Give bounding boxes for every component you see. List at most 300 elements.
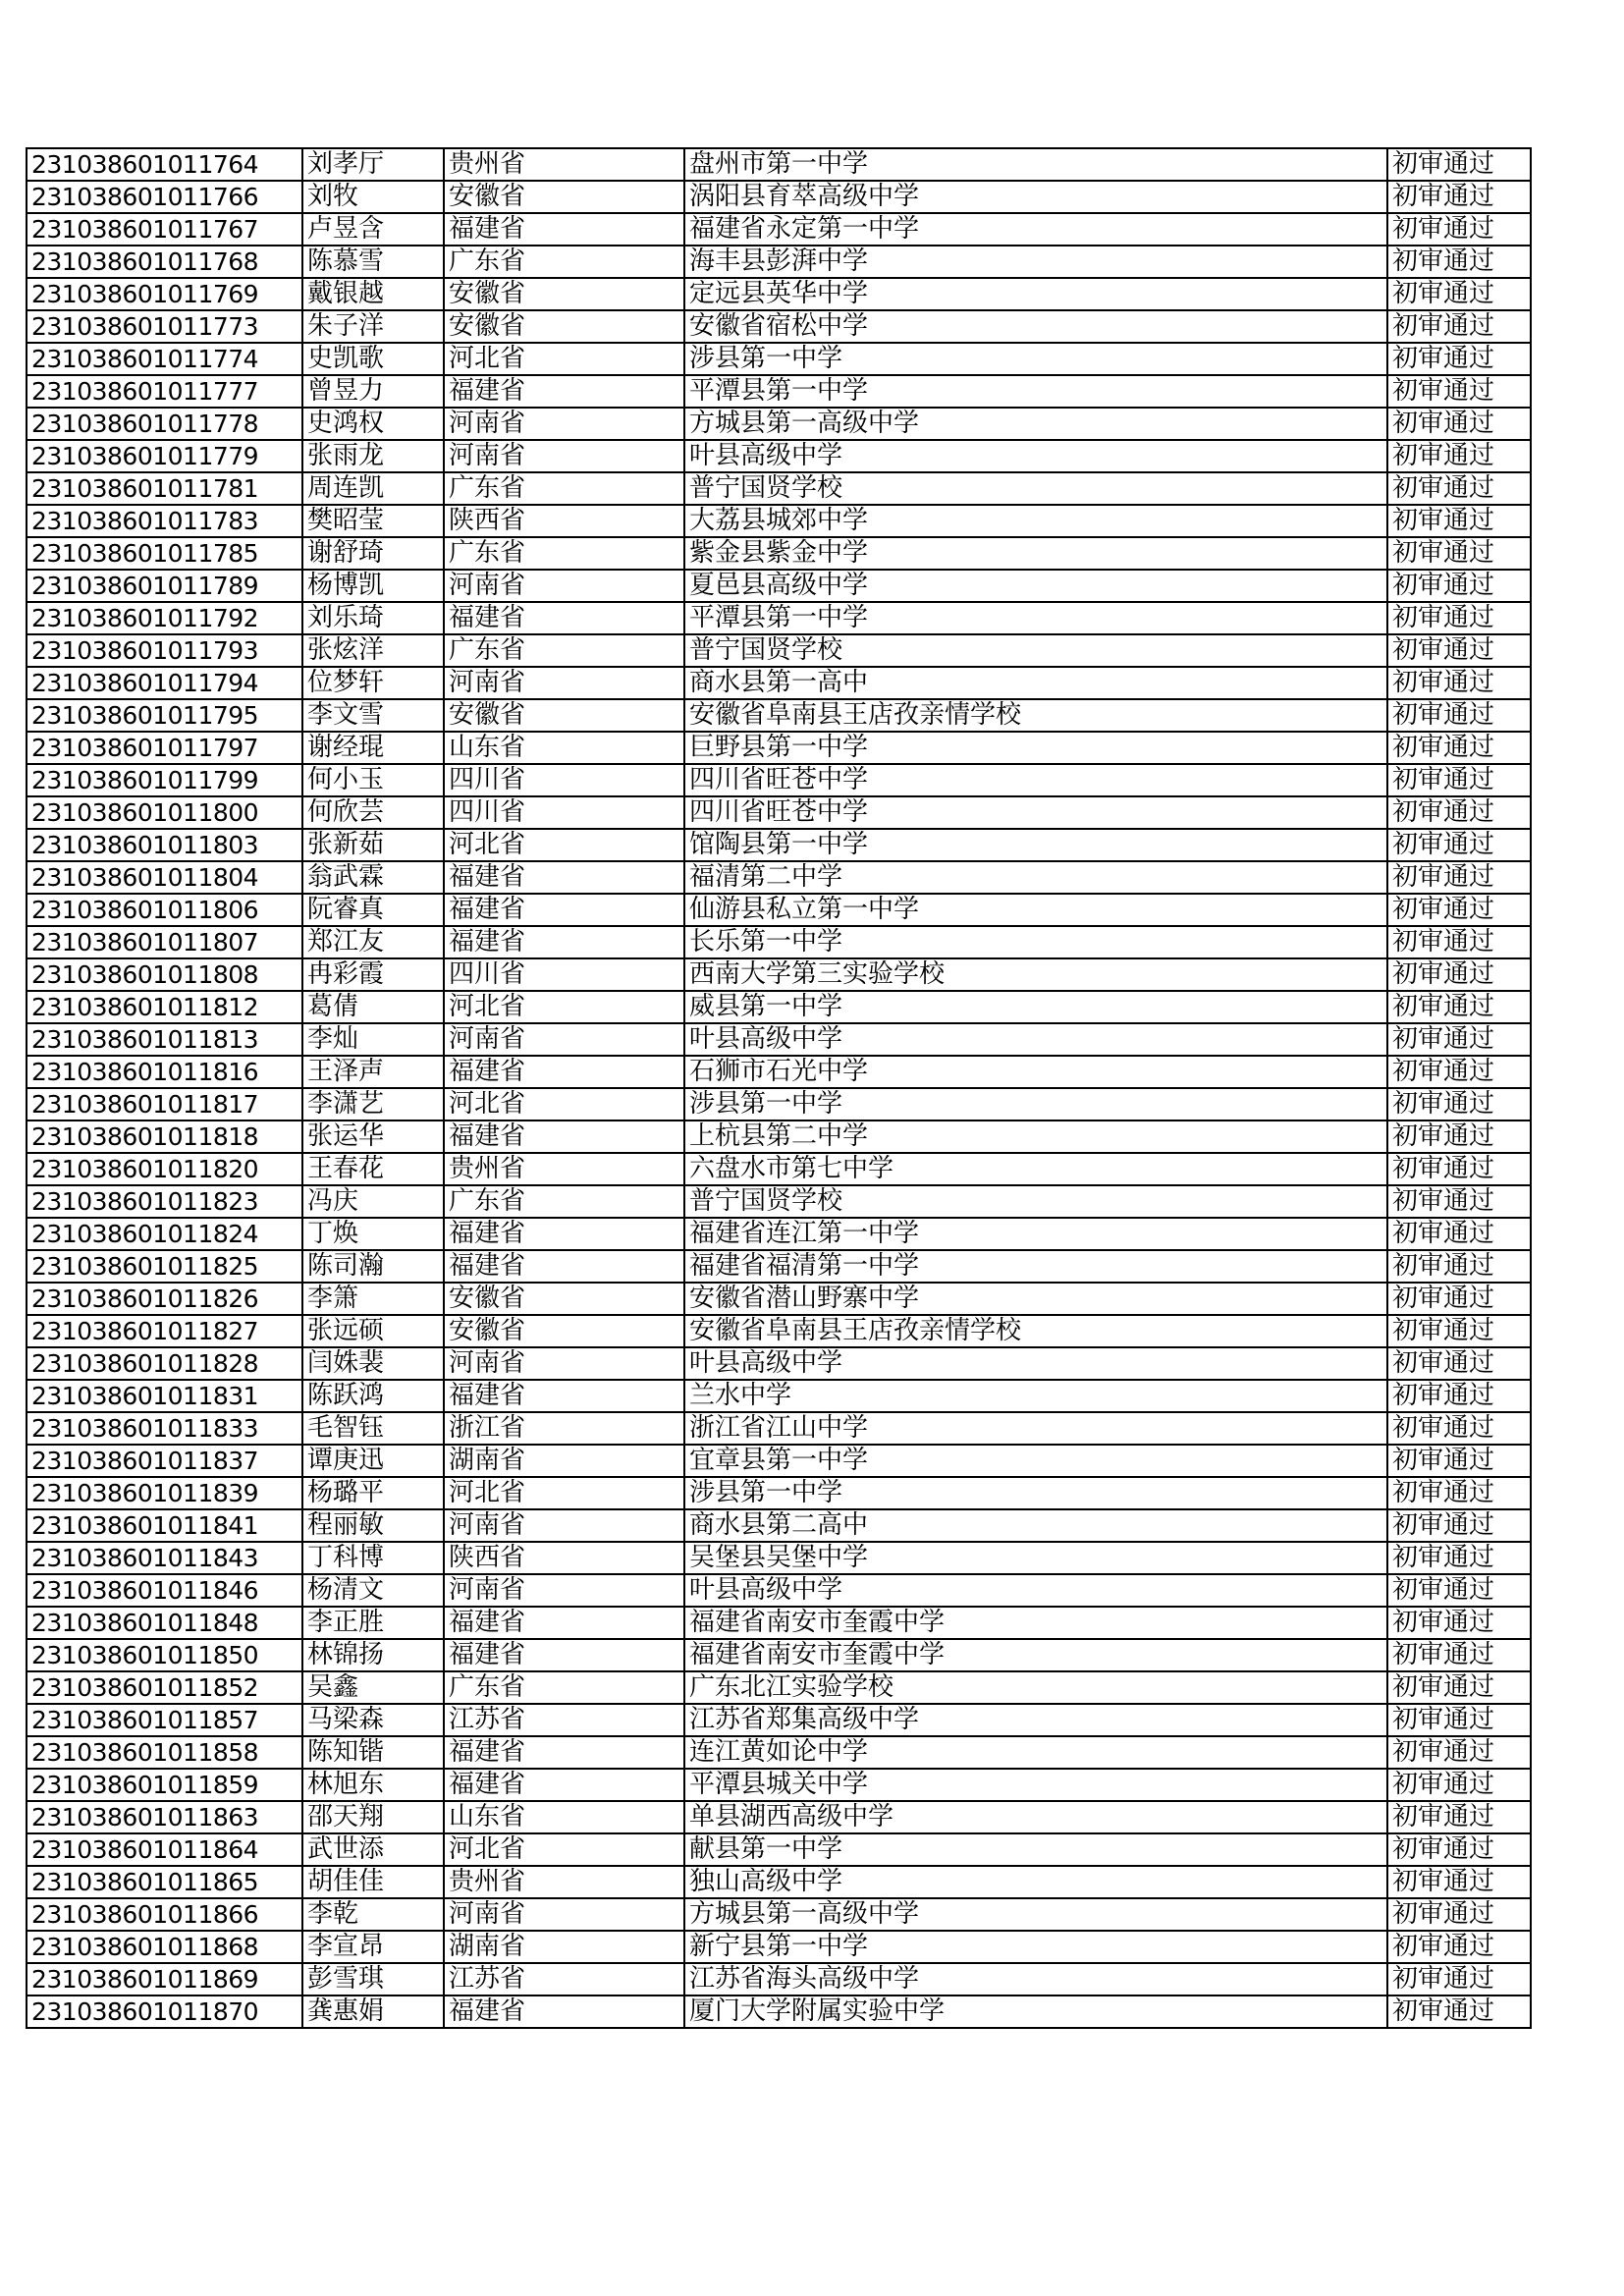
province-cell: 广东省	[444, 634, 684, 667]
province-cell: 安徽省	[444, 310, 684, 343]
school-cell: 新宁县第一中学	[684, 1931, 1387, 1963]
table-row	[27, 1121, 1531, 1153]
applicant-id-cell: 231038601011768	[27, 246, 302, 278]
applicant-name-cell: 杨璐平	[302, 1477, 444, 1509]
status-cell: 初审通过	[1387, 1380, 1531, 1412]
province-cell: 福建省	[444, 861, 684, 894]
table-row	[27, 1769, 1531, 1801]
status-cell: 初审通过	[1387, 1931, 1531, 1963]
applicant-id-cell: 231038601011803	[27, 829, 302, 861]
applicant-name-cell: 刘牧	[302, 181, 444, 213]
table-row	[27, 1801, 1531, 1833]
table-row	[27, 310, 1531, 343]
status-cell: 初审通过	[1387, 440, 1531, 472]
province-cell: 江苏省	[444, 1963, 684, 1995]
province-cell: 河北省	[444, 1088, 684, 1121]
status-cell: 初审通过	[1387, 958, 1531, 991]
applicant-name-cell: 李潇艺	[302, 1088, 444, 1121]
status-cell: 初审通过	[1387, 472, 1531, 505]
status-cell: 初审通过	[1387, 181, 1531, 213]
status-cell: 初审通过	[1387, 343, 1531, 375]
table-row	[27, 1088, 1531, 1121]
province-cell: 河北省	[444, 991, 684, 1023]
applicant-name-cell: 戴银越	[302, 278, 444, 310]
applicant-name-cell: 张新茹	[302, 829, 444, 861]
school-cell: 四川省旺苍中学	[684, 764, 1387, 796]
table-row	[27, 246, 1531, 278]
applicant-name-cell: 吴鑫	[302, 1671, 444, 1704]
school-cell: 吴堡县吴堡中学	[684, 1542, 1387, 1574]
status-cell: 初审通过	[1387, 1995, 1531, 2028]
applicant-name-cell: 林锦扬	[302, 1639, 444, 1671]
status-cell: 初审通过	[1387, 1704, 1531, 1736]
province-cell: 河南省	[444, 440, 684, 472]
province-cell: 广东省	[444, 472, 684, 505]
applicant-id-cell: 231038601011825	[27, 1250, 302, 1283]
school-cell: 献县第一中学	[684, 1833, 1387, 1866]
applicant-name-cell: 李灿	[302, 1023, 444, 1056]
applicant-id-cell: 231038601011868	[27, 1931, 302, 1963]
status-cell: 初审通过	[1387, 764, 1531, 796]
applicant-id-cell: 231038601011865	[27, 1866, 302, 1898]
school-cell: 福建省永定第一中学	[684, 213, 1387, 246]
province-cell: 山东省	[444, 732, 684, 764]
school-cell: 叶县高级中学	[684, 1023, 1387, 1056]
status-cell: 初审通过	[1387, 634, 1531, 667]
school-cell: 叶县高级中学	[684, 1347, 1387, 1380]
table-row	[27, 1250, 1531, 1283]
applicant-name-cell: 李文雪	[302, 699, 444, 732]
applicant-name-cell: 李正胜	[302, 1607, 444, 1639]
applicant-id-cell: 231038601011764	[27, 148, 302, 181]
province-cell: 山东省	[444, 1801, 684, 1833]
applicant-name-cell: 郑江友	[302, 926, 444, 958]
applicant-name-cell: 张远硕	[302, 1315, 444, 1347]
status-cell: 初审通过	[1387, 829, 1531, 861]
table-row	[27, 1963, 1531, 1995]
school-cell: 福建省福清第一中学	[684, 1250, 1387, 1283]
status-cell: 初审通过	[1387, 1898, 1531, 1931]
table-row	[27, 1283, 1531, 1315]
school-cell: 涉县第一中学	[684, 1088, 1387, 1121]
school-cell: 大荔县城郊中学	[684, 505, 1387, 537]
status-cell: 初审通过	[1387, 1671, 1531, 1704]
province-cell: 福建省	[444, 1995, 684, 2028]
table-row	[27, 148, 1531, 181]
status-cell: 初审通过	[1387, 1185, 1531, 1218]
province-cell: 河南省	[444, 570, 684, 602]
table-row	[27, 894, 1531, 926]
table-row	[27, 1866, 1531, 1898]
applicant-id-cell: 231038601011792	[27, 602, 302, 634]
applicant-id-cell: 231038601011826	[27, 1283, 302, 1315]
status-cell: 初审通过	[1387, 213, 1531, 246]
table-row	[27, 1023, 1531, 1056]
applicant-id-cell: 231038601011789	[27, 570, 302, 602]
applicant-id-cell: 231038601011817	[27, 1088, 302, 1121]
status-cell: 初审通过	[1387, 1315, 1531, 1347]
applicant-id-cell: 231038601011806	[27, 894, 302, 926]
table-row	[27, 1542, 1531, 1574]
applicant-id-cell: 231038601011812	[27, 991, 302, 1023]
applicant-id-cell: 231038601011783	[27, 505, 302, 537]
province-cell: 福建省	[444, 1380, 684, 1412]
table-row	[27, 1218, 1531, 1250]
province-cell: 河北省	[444, 1477, 684, 1509]
applicant-id-cell: 231038601011827	[27, 1315, 302, 1347]
applicant-id-cell: 231038601011793	[27, 634, 302, 667]
table-row	[27, 1736, 1531, 1769]
applicant-id-cell: 231038601011866	[27, 1898, 302, 1931]
applicant-id-cell: 231038601011773	[27, 310, 302, 343]
applicant-name-cell: 何小玉	[302, 764, 444, 796]
school-cell: 平潭县城关中学	[684, 1769, 1387, 1801]
province-cell: 广东省	[444, 1671, 684, 1704]
school-cell: 四川省旺苍中学	[684, 796, 1387, 829]
school-cell: 安徽省潜山野寨中学	[684, 1283, 1387, 1315]
school-cell: 馆陶县第一中学	[684, 829, 1387, 861]
status-cell: 初审通过	[1387, 1477, 1531, 1509]
applicant-id-cell: 231038601011850	[27, 1639, 302, 1671]
province-cell: 江苏省	[444, 1704, 684, 1736]
applicant-name-cell: 丁科博	[302, 1542, 444, 1574]
applicant-name-cell: 杨博凯	[302, 570, 444, 602]
province-cell: 河南省	[444, 667, 684, 699]
applicant-name-cell: 张炫洋	[302, 634, 444, 667]
province-cell: 福建省	[444, 926, 684, 958]
school-cell: 平潭县第一中学	[684, 602, 1387, 634]
applicant-id-cell: 231038601011852	[27, 1671, 302, 1704]
table-row	[27, 278, 1531, 310]
province-cell: 广东省	[444, 1185, 684, 1218]
school-cell: 普宁国贤学校	[684, 1185, 1387, 1218]
province-cell: 广东省	[444, 537, 684, 570]
school-cell: 定远县英华中学	[684, 278, 1387, 310]
table-row	[27, 1639, 1531, 1671]
applicant-id-cell: 231038601011794	[27, 667, 302, 699]
school-cell: 广东北江实验学校	[684, 1671, 1387, 1704]
applicant-id-cell: 231038601011841	[27, 1509, 302, 1542]
province-cell: 福建省	[444, 1736, 684, 1769]
applicant-id-cell: 231038601011843	[27, 1542, 302, 1574]
school-cell: 夏邑县高级中学	[684, 570, 1387, 602]
status-cell: 初审通过	[1387, 1574, 1531, 1607]
school-cell: 福建省连江第一中学	[684, 1218, 1387, 1250]
status-cell: 初审通过	[1387, 1736, 1531, 1769]
status-cell: 初审通过	[1387, 570, 1531, 602]
province-cell: 福建省	[444, 1607, 684, 1639]
applicant-name-cell: 陈慕雪	[302, 246, 444, 278]
status-cell: 初审通过	[1387, 699, 1531, 732]
table-row	[27, 213, 1531, 246]
province-cell: 贵州省	[444, 1153, 684, 1185]
school-cell: 厦门大学附属实验中学	[684, 1995, 1387, 2028]
applicant-name-cell: 樊昭莹	[302, 505, 444, 537]
applicant-id-cell: 231038601011778	[27, 408, 302, 440]
table-row	[27, 1931, 1531, 1963]
applicant-name-cell: 史鸿权	[302, 408, 444, 440]
table-row	[27, 764, 1531, 796]
applicant-name-cell: 刘乐琦	[302, 602, 444, 634]
table-row	[27, 537, 1531, 570]
applicant-id-cell: 231038601011863	[27, 1801, 302, 1833]
applicant-id-cell: 231038601011800	[27, 796, 302, 829]
province-cell: 河北省	[444, 1833, 684, 1866]
province-cell: 福建省	[444, 1218, 684, 1250]
table-row	[27, 1315, 1531, 1347]
applicant-name-cell: 杨清文	[302, 1574, 444, 1607]
applicant-name-cell: 谭庚迅	[302, 1445, 444, 1477]
school-cell: 福建省南安市奎霞中学	[684, 1639, 1387, 1671]
province-cell: 河南省	[444, 1574, 684, 1607]
school-cell: 福建省南安市奎霞中学	[684, 1607, 1387, 1639]
table-row	[27, 1607, 1531, 1639]
status-cell: 初审通过	[1387, 1283, 1531, 1315]
table-row	[27, 991, 1531, 1023]
province-cell: 福建省	[444, 1121, 684, 1153]
applicant-table	[26, 147, 1532, 2029]
applicant-id-cell: 231038601011859	[27, 1769, 302, 1801]
table-row	[27, 602, 1531, 634]
applicant-id-cell: 231038601011799	[27, 764, 302, 796]
school-cell: 海丰县彭湃中学	[684, 246, 1387, 278]
table-row	[27, 796, 1531, 829]
school-cell: 单县湖西高级中学	[684, 1801, 1387, 1833]
school-cell: 叶县高级中学	[684, 440, 1387, 472]
province-cell: 四川省	[444, 958, 684, 991]
school-cell: 兰水中学	[684, 1380, 1387, 1412]
school-cell: 西南大学第三实验学校	[684, 958, 1387, 991]
table-row	[27, 1477, 1531, 1509]
table-row	[27, 958, 1531, 991]
applicant-name-cell: 陈跃鸿	[302, 1380, 444, 1412]
status-cell: 初审通过	[1387, 1023, 1531, 1056]
province-cell: 福建省	[444, 375, 684, 408]
province-cell: 安徽省	[444, 181, 684, 213]
province-cell: 贵州省	[444, 148, 684, 181]
applicant-name-cell: 张运华	[302, 1121, 444, 1153]
province-cell: 河北省	[444, 343, 684, 375]
school-cell: 普宁国贤学校	[684, 472, 1387, 505]
province-cell: 安徽省	[444, 1315, 684, 1347]
table-row	[27, 1185, 1531, 1218]
applicant-id-cell: 231038601011818	[27, 1121, 302, 1153]
status-cell: 初审通过	[1387, 246, 1531, 278]
table-row	[27, 472, 1531, 505]
applicant-name-cell: 王泽声	[302, 1056, 444, 1088]
table-row	[27, 1671, 1531, 1704]
province-cell: 四川省	[444, 764, 684, 796]
applicant-id-cell: 231038601011767	[27, 213, 302, 246]
province-cell: 河南省	[444, 1509, 684, 1542]
province-cell: 福建省	[444, 1639, 684, 1671]
status-cell: 初审通过	[1387, 861, 1531, 894]
applicant-id-cell: 231038601011837	[27, 1445, 302, 1477]
province-cell: 湖南省	[444, 1931, 684, 1963]
province-cell: 福建省	[444, 1056, 684, 1088]
applicant-name-cell: 谢舒琦	[302, 537, 444, 570]
applicant-id-cell: 231038601011824	[27, 1218, 302, 1250]
applicant-id-cell: 231038601011816	[27, 1056, 302, 1088]
applicant-id-cell: 231038601011823	[27, 1185, 302, 1218]
status-cell: 初审通过	[1387, 408, 1531, 440]
province-cell: 安徽省	[444, 1283, 684, 1315]
school-cell: 涉县第一中学	[684, 1477, 1387, 1509]
applicant-name-cell: 陈司瀚	[302, 1250, 444, 1283]
applicant-name-cell: 闫姝裴	[302, 1347, 444, 1380]
province-cell: 河南省	[444, 1023, 684, 1056]
applicant-name-cell: 朱子洋	[302, 310, 444, 343]
table-row	[27, 1412, 1531, 1445]
school-cell: 涉县第一中学	[684, 343, 1387, 375]
school-cell: 仙游县私立第一中学	[684, 894, 1387, 926]
applicant-name-cell: 何欣芸	[302, 796, 444, 829]
applicant-id-cell: 231038601011828	[27, 1347, 302, 1380]
status-cell: 初审通过	[1387, 1833, 1531, 1866]
applicant-name-cell: 龚惠娟	[302, 1995, 444, 2028]
table-row	[27, 375, 1531, 408]
school-cell: 石狮市石光中学	[684, 1056, 1387, 1088]
school-cell: 安徽省阜南县王店孜亲情学校	[684, 699, 1387, 732]
status-cell: 初审通过	[1387, 1412, 1531, 1445]
applicant-name-cell: 陈知锴	[302, 1736, 444, 1769]
province-cell: 福建省	[444, 213, 684, 246]
status-cell: 初审通过	[1387, 310, 1531, 343]
status-cell: 初审通过	[1387, 1607, 1531, 1639]
applicant-id-cell: 231038601011774	[27, 343, 302, 375]
school-cell: 普宁国贤学校	[684, 634, 1387, 667]
table-row	[27, 440, 1531, 472]
school-cell: 福清第二中学	[684, 861, 1387, 894]
table-row	[27, 732, 1531, 764]
applicant-id-cell: 231038601011804	[27, 861, 302, 894]
applicant-name-cell: 阮睿真	[302, 894, 444, 926]
table-row	[27, 1347, 1531, 1380]
school-cell: 宜章县第一中学	[684, 1445, 1387, 1477]
school-cell: 威县第一中学	[684, 991, 1387, 1023]
table-row	[27, 667, 1531, 699]
applicant-name-cell: 彭雪琪	[302, 1963, 444, 1995]
status-cell: 初审通过	[1387, 1542, 1531, 1574]
applicant-id-cell: 231038601011813	[27, 1023, 302, 1056]
applicant-name-cell: 李乾	[302, 1898, 444, 1931]
table-row	[27, 829, 1531, 861]
table-row	[27, 1153, 1531, 1185]
applicant-name-cell: 张雨龙	[302, 440, 444, 472]
province-cell: 河北省	[444, 829, 684, 861]
table-row	[27, 181, 1531, 213]
school-cell: 方城县第一高级中学	[684, 408, 1387, 440]
table-row	[27, 699, 1531, 732]
applicant-id-cell: 231038601011870	[27, 1995, 302, 2028]
table-row	[27, 1704, 1531, 1736]
school-cell: 涡阳县育萃高级中学	[684, 181, 1387, 213]
applicant-id-cell: 231038601011781	[27, 472, 302, 505]
applicant-id-cell: 231038601011797	[27, 732, 302, 764]
province-cell: 安徽省	[444, 278, 684, 310]
applicant-id-cell: 231038601011869	[27, 1963, 302, 1995]
status-cell: 初审通过	[1387, 667, 1531, 699]
status-cell: 初审通过	[1387, 1088, 1531, 1121]
province-cell: 浙江省	[444, 1412, 684, 1445]
applicant-name-cell: 刘孝厅	[302, 148, 444, 181]
school-cell: 六盘水市第七中学	[684, 1153, 1387, 1185]
status-cell: 初审通过	[1387, 148, 1531, 181]
province-cell: 河南省	[444, 1898, 684, 1931]
school-cell: 安徽省阜南县王店孜亲情学校	[684, 1315, 1387, 1347]
table-row	[27, 408, 1531, 440]
province-cell: 湖南省	[444, 1445, 684, 1477]
table-row	[27, 505, 1531, 537]
table-row	[27, 1833, 1531, 1866]
province-cell: 安徽省	[444, 699, 684, 732]
province-cell: 四川省	[444, 796, 684, 829]
status-cell: 初审通过	[1387, 1639, 1531, 1671]
province-cell: 陕西省	[444, 505, 684, 537]
status-cell: 初审通过	[1387, 796, 1531, 829]
applicant-name-cell: 李箫	[302, 1283, 444, 1315]
applicant-name-cell: 武世添	[302, 1833, 444, 1866]
school-cell: 盘州市第一中学	[684, 148, 1387, 181]
province-cell: 河南省	[444, 408, 684, 440]
table-row	[27, 634, 1531, 667]
school-cell: 长乐第一中学	[684, 926, 1387, 958]
school-cell: 安徽省宿松中学	[684, 310, 1387, 343]
applicant-id-cell: 231038601011779	[27, 440, 302, 472]
applicant-id-cell: 231038601011848	[27, 1607, 302, 1639]
status-cell: 初审通过	[1387, 1509, 1531, 1542]
status-cell: 初审通过	[1387, 991, 1531, 1023]
applicant-name-cell: 李宣昂	[302, 1931, 444, 1963]
applicant-name-cell: 曾昱力	[302, 375, 444, 408]
province-cell: 福建省	[444, 602, 684, 634]
school-cell: 巨野县第一中学	[684, 732, 1387, 764]
table-row	[27, 1056, 1531, 1088]
applicant-name-cell: 程丽敏	[302, 1509, 444, 1542]
table-row	[27, 1574, 1531, 1607]
school-cell: 叶县高级中学	[684, 1574, 1387, 1607]
school-cell: 紫金县紫金中学	[684, 537, 1387, 570]
applicant-id-cell: 231038601011864	[27, 1833, 302, 1866]
status-cell: 初审通过	[1387, 505, 1531, 537]
table-row	[27, 1995, 1531, 2028]
province-cell: 福建省	[444, 1250, 684, 1283]
applicant-id-cell: 231038601011846	[27, 1574, 302, 1607]
status-cell: 初审通过	[1387, 732, 1531, 764]
applicant-name-cell: 谢经琨	[302, 732, 444, 764]
applicant-name-cell: 冯庆	[302, 1185, 444, 1218]
status-cell: 初审通过	[1387, 602, 1531, 634]
status-cell: 初审通过	[1387, 1250, 1531, 1283]
table-row	[27, 861, 1531, 894]
applicant-name-cell: 邵天翔	[302, 1801, 444, 1833]
province-cell: 河南省	[444, 1347, 684, 1380]
status-cell: 初审通过	[1387, 1445, 1531, 1477]
applicant-name-cell: 周连凯	[302, 472, 444, 505]
applicant-name-cell: 史凯歌	[302, 343, 444, 375]
school-cell: 平潭县第一中学	[684, 375, 1387, 408]
school-cell: 上杭县第二中学	[684, 1121, 1387, 1153]
status-cell: 初审通过	[1387, 1121, 1531, 1153]
applicant-id-cell: 231038601011820	[27, 1153, 302, 1185]
applicant-id-cell: 231038601011807	[27, 926, 302, 958]
status-cell: 初审通过	[1387, 278, 1531, 310]
applicant-id-cell: 231038601011858	[27, 1736, 302, 1769]
status-cell: 初审通过	[1387, 1866, 1531, 1898]
applicant-name-cell: 冉彩霞	[302, 958, 444, 991]
table-row	[27, 1380, 1531, 1412]
applicant-name-cell: 胡佳佳	[302, 1866, 444, 1898]
